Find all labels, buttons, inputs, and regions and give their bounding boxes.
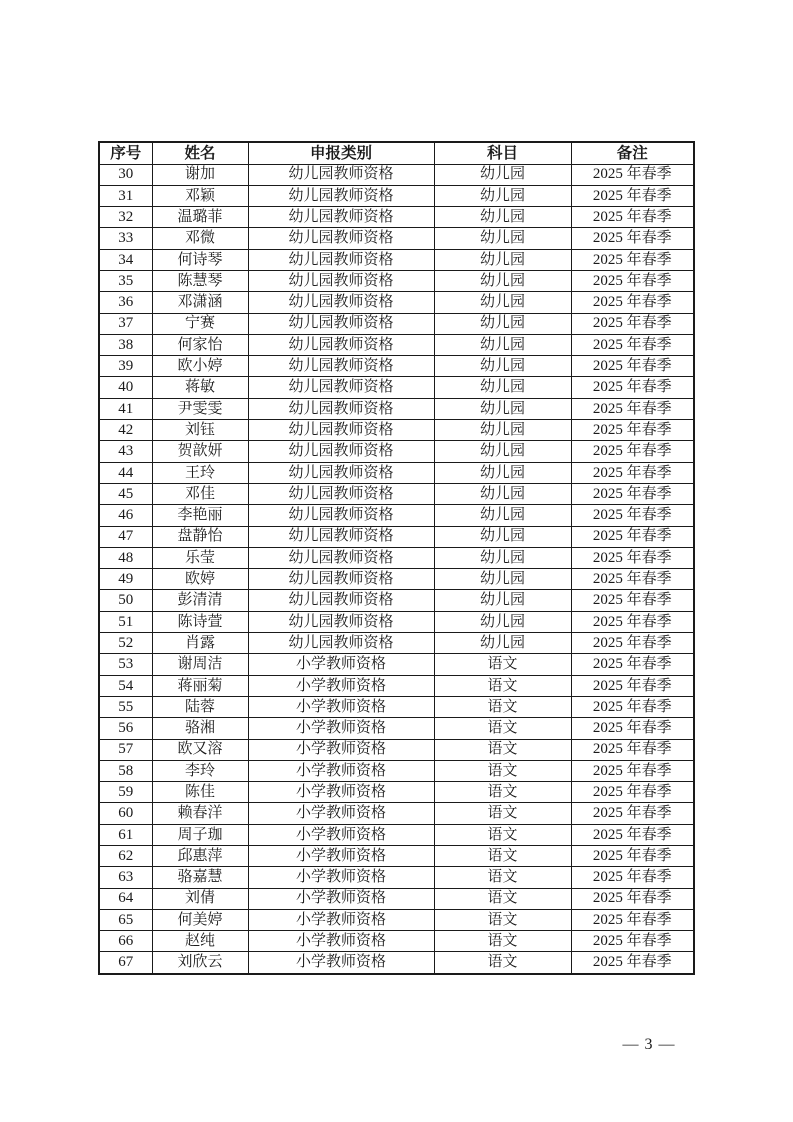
- table-cell: 幼儿园教师资格: [248, 185, 434, 206]
- table-row: [99, 654, 694, 675]
- table-body: [99, 164, 694, 974]
- table-cell: 2025 年春季: [571, 270, 694, 291]
- table-cell: 幼儿园: [434, 611, 571, 632]
- table-cell: 37: [99, 313, 152, 334]
- table-cell: 幼儿园: [434, 398, 571, 419]
- table-cell: 40: [99, 377, 152, 398]
- table-cell: 2025 年春季: [571, 782, 694, 803]
- table-row: [99, 760, 694, 781]
- table-cell: 小学教师资格: [248, 867, 434, 888]
- table-cell: 李艳丽: [152, 505, 248, 526]
- table-cell: 幼儿园: [434, 526, 571, 547]
- table-cell: 语文: [434, 846, 571, 867]
- table-cell: 邓微: [152, 228, 248, 249]
- table-row: [99, 334, 694, 355]
- table-cell: 49: [99, 569, 152, 590]
- table-row: [99, 952, 694, 974]
- table-cell: 44: [99, 462, 152, 483]
- table-cell: 温璐菲: [152, 207, 248, 228]
- table-cell: 幼儿园教师资格: [248, 398, 434, 419]
- table-cell: 语文: [434, 696, 571, 717]
- table-cell: 61: [99, 824, 152, 845]
- table-row: [99, 505, 694, 526]
- table-cell: 幼儿园: [434, 590, 571, 611]
- table-cell: 何诗琴: [152, 249, 248, 270]
- table-cell: 34: [99, 249, 152, 270]
- table-cell: 尹雯雯: [152, 398, 248, 419]
- table-cell: 小学教师资格: [248, 888, 434, 909]
- table-cell: 语文: [434, 888, 571, 909]
- table-row: [99, 420, 694, 441]
- table-cell: 语文: [434, 931, 571, 952]
- table-cell: 42: [99, 420, 152, 441]
- table-cell: 2025 年春季: [571, 207, 694, 228]
- table-cell: 48: [99, 547, 152, 568]
- table-cell: 幼儿园教师资格: [248, 526, 434, 547]
- table-cell: 2025 年春季: [571, 611, 694, 632]
- table-row: [99, 249, 694, 270]
- table-cell: 32: [99, 207, 152, 228]
- table-cell: 小学教师资格: [248, 654, 434, 675]
- table-cell: 2025 年春季: [571, 398, 694, 419]
- table-cell: 邓佳: [152, 483, 248, 504]
- table-row: [99, 782, 694, 803]
- table-cell: 刘欣云: [152, 952, 248, 974]
- table-cell: 66: [99, 931, 152, 952]
- table-cell: 幼儿园: [434, 441, 571, 462]
- table-cell: 2025 年春季: [571, 909, 694, 930]
- table-cell: 46: [99, 505, 152, 526]
- table-cell: 幼儿园: [434, 228, 571, 249]
- table-cell: 彭清清: [152, 590, 248, 611]
- table-row: [99, 739, 694, 760]
- table-cell: 64: [99, 888, 152, 909]
- table-cell: 小学教师资格: [248, 696, 434, 717]
- table-cell: 幼儿园: [434, 356, 571, 377]
- table-row: [99, 483, 694, 504]
- table-cell: 幼儿园: [434, 292, 571, 313]
- table-row: [99, 164, 694, 185]
- table-row: [99, 909, 694, 930]
- table-cell: 幼儿园教师资格: [248, 249, 434, 270]
- table-row: [99, 398, 694, 419]
- table-cell: 语文: [434, 760, 571, 781]
- table-cell: 小学教师资格: [248, 718, 434, 739]
- table-row: [99, 590, 694, 611]
- table-cell: 2025 年春季: [571, 505, 694, 526]
- table-cell: 45: [99, 483, 152, 504]
- table-cell: 59: [99, 782, 152, 803]
- table-cell: 36: [99, 292, 152, 313]
- table-cell: 幼儿园教师资格: [248, 611, 434, 632]
- table-cell: 41: [99, 398, 152, 419]
- col-header-remark: 备注: [571, 142, 694, 164]
- table-cell: 幼儿园教师资格: [248, 356, 434, 377]
- table-cell: 51: [99, 611, 152, 632]
- table-row: [99, 462, 694, 483]
- table-row: [99, 931, 694, 952]
- table-cell: 幼儿园教师资格: [248, 292, 434, 313]
- table-cell: 欧又溶: [152, 739, 248, 760]
- table-cell: 2025 年春季: [571, 441, 694, 462]
- table-cell: 幼儿园教师资格: [248, 377, 434, 398]
- table-row: [99, 526, 694, 547]
- table-cell: 刘倩: [152, 888, 248, 909]
- table-cell: 何美婷: [152, 909, 248, 930]
- table-cell: 小学教师资格: [248, 675, 434, 696]
- table-cell: 幼儿园: [434, 547, 571, 568]
- table-cell: 幼儿园: [434, 164, 571, 185]
- table-row: [99, 356, 694, 377]
- table-row: [99, 718, 694, 739]
- table-cell: 幼儿园: [434, 483, 571, 504]
- table-row: [99, 377, 694, 398]
- table-cell: 幼儿园教师资格: [248, 505, 434, 526]
- table-cell: 2025 年春季: [571, 547, 694, 568]
- table-cell: 2025 年春季: [571, 249, 694, 270]
- table-cell: 谢加: [152, 164, 248, 185]
- table-cell: 小学教师资格: [248, 803, 434, 824]
- col-header-name: 姓名: [152, 142, 248, 164]
- table-cell: 邓潇涵: [152, 292, 248, 313]
- table-cell: 幼儿园教师资格: [248, 270, 434, 291]
- table-cell: 幼儿园教师资格: [248, 313, 434, 334]
- table-cell: 幼儿园教师资格: [248, 441, 434, 462]
- table-cell: 肖露: [152, 633, 248, 654]
- table-cell: 谢周洁: [152, 654, 248, 675]
- table-cell: 语文: [434, 675, 571, 696]
- table-cell: 67: [99, 952, 152, 974]
- table-cell: 赵纯: [152, 931, 248, 952]
- table-cell: 李玲: [152, 760, 248, 781]
- table-cell: 62: [99, 846, 152, 867]
- table-cell: 2025 年春季: [571, 888, 694, 909]
- table-cell: 幼儿园教师资格: [248, 547, 434, 568]
- table-cell: 幼儿园教师资格: [248, 334, 434, 355]
- table-cell: 蒋敏: [152, 377, 248, 398]
- table-cell: 54: [99, 675, 152, 696]
- table-cell: 58: [99, 760, 152, 781]
- table-cell: 语文: [434, 782, 571, 803]
- table-cell: 2025 年春季: [571, 931, 694, 952]
- table-cell: 2025 年春季: [571, 675, 694, 696]
- table-cell: 60: [99, 803, 152, 824]
- table-cell: 2025 年春季: [571, 696, 694, 717]
- table-cell: 幼儿园: [434, 505, 571, 526]
- table-cell: 陈慧琴: [152, 270, 248, 291]
- table-header-row: [99, 142, 694, 164]
- table-row: [99, 824, 694, 845]
- table-cell: 2025 年春季: [571, 377, 694, 398]
- table-cell: 小学教师资格: [248, 760, 434, 781]
- table-cell: 幼儿园: [434, 633, 571, 654]
- table-cell: 2025 年春季: [571, 824, 694, 845]
- table-cell: 57: [99, 739, 152, 760]
- table-row: [99, 696, 694, 717]
- table-cell: 2025 年春季: [571, 803, 694, 824]
- table-cell: 2025 年春季: [571, 334, 694, 355]
- table-cell: 2025 年春季: [571, 569, 694, 590]
- table-cell: 30: [99, 164, 152, 185]
- table-cell: 幼儿园: [434, 377, 571, 398]
- table-cell: 2025 年春季: [571, 228, 694, 249]
- table-cell: 2025 年春季: [571, 420, 694, 441]
- table-cell: 2025 年春季: [571, 483, 694, 504]
- table-row: [99, 441, 694, 462]
- table-cell: 小学教师资格: [248, 909, 434, 930]
- table-cell: 语文: [434, 803, 571, 824]
- table-row: [99, 228, 694, 249]
- table-cell: 骆嘉慧: [152, 867, 248, 888]
- table-cell: 幼儿园教师资格: [248, 633, 434, 654]
- table-cell: 小学教师资格: [248, 739, 434, 760]
- table-cell: 幼儿园: [434, 249, 571, 270]
- table-row: [99, 270, 694, 291]
- table-cell: 王玲: [152, 462, 248, 483]
- table-cell: 65: [99, 909, 152, 930]
- table-cell: 小学教师资格: [248, 952, 434, 974]
- table-cell: 幼儿园: [434, 420, 571, 441]
- table-row: [99, 675, 694, 696]
- table-cell: 幼儿园教师资格: [248, 207, 434, 228]
- table-cell: 小学教师资格: [248, 782, 434, 803]
- table-cell: 刘钰: [152, 420, 248, 441]
- table-cell: 幼儿园: [434, 334, 571, 355]
- table-cell: 38: [99, 334, 152, 355]
- table-cell: 欧婷: [152, 569, 248, 590]
- table-cell: 2025 年春季: [571, 633, 694, 654]
- table-cell: 幼儿园教师资格: [248, 462, 434, 483]
- table-cell: 幼儿园教师资格: [248, 483, 434, 504]
- table-row: [99, 185, 694, 206]
- table-cell: 2025 年春季: [571, 164, 694, 185]
- table-cell: 语文: [434, 824, 571, 845]
- table-cell: 欧小婷: [152, 356, 248, 377]
- table-cell: 幼儿园: [434, 313, 571, 334]
- table-cell: 2025 年春季: [571, 313, 694, 334]
- table-row: [99, 846, 694, 867]
- table-cell: 幼儿园教师资格: [248, 228, 434, 249]
- table-cell: 何家怡: [152, 334, 248, 355]
- table-row: [99, 803, 694, 824]
- table-row: [99, 569, 694, 590]
- table-cell: 邱惠萍: [152, 846, 248, 867]
- table-row: [99, 207, 694, 228]
- table-cell: 31: [99, 185, 152, 206]
- table-row: [99, 888, 694, 909]
- table-cell: 幼儿园: [434, 185, 571, 206]
- table-cell: 小学教师资格: [248, 846, 434, 867]
- table-cell: 贺歆妍: [152, 441, 248, 462]
- table-cell: 幼儿园教师资格: [248, 420, 434, 441]
- table-cell: 语文: [434, 867, 571, 888]
- table-cell: 52: [99, 633, 152, 654]
- table-cell: 2025 年春季: [571, 462, 694, 483]
- table-cell: 幼儿园: [434, 462, 571, 483]
- col-header-category: 申报类别: [248, 142, 434, 164]
- table-cell: 陈佳: [152, 782, 248, 803]
- table-row: [99, 611, 694, 632]
- table-cell: 2025 年春季: [571, 654, 694, 675]
- table-cell: 周子珈: [152, 824, 248, 845]
- table-cell: 53: [99, 654, 152, 675]
- applicant-table: [98, 141, 695, 975]
- table-cell: 2025 年春季: [571, 760, 694, 781]
- table-cell: 幼儿园: [434, 569, 571, 590]
- table-cell: 盘静怡: [152, 526, 248, 547]
- table-cell: 63: [99, 867, 152, 888]
- table-cell: 蒋丽菊: [152, 675, 248, 696]
- table-cell: 2025 年春季: [571, 739, 694, 760]
- table-cell: 2025 年春季: [571, 867, 694, 888]
- table-row: [99, 313, 694, 334]
- table-cell: 幼儿园教师资格: [248, 590, 434, 611]
- table-cell: 2025 年春季: [571, 718, 694, 739]
- table-cell: 2025 年春季: [571, 590, 694, 611]
- table-cell: 33: [99, 228, 152, 249]
- table-cell: 赖春洋: [152, 803, 248, 824]
- table-cell: 幼儿园: [434, 207, 571, 228]
- table-cell: 2025 年春季: [571, 185, 694, 206]
- table-cell: 43: [99, 441, 152, 462]
- table-cell: 2025 年春季: [571, 356, 694, 377]
- table-cell: 2025 年春季: [571, 952, 694, 974]
- col-header-index: 序号: [99, 142, 152, 164]
- table-cell: 47: [99, 526, 152, 547]
- table-cell: 幼儿园教师资格: [248, 569, 434, 590]
- table-cell: 小学教师资格: [248, 931, 434, 952]
- table-cell: 语文: [434, 909, 571, 930]
- table-cell: 2025 年春季: [571, 526, 694, 547]
- table-cell: 39: [99, 356, 152, 377]
- table-cell: 幼儿园教师资格: [248, 164, 434, 185]
- table-cell: 语文: [434, 654, 571, 675]
- table-cell: 陆蓉: [152, 696, 248, 717]
- table-cell: 陈诗萱: [152, 611, 248, 632]
- table-cell: 2025 年春季: [571, 846, 694, 867]
- table-cell: 35: [99, 270, 152, 291]
- table-cell: 50: [99, 590, 152, 611]
- table-cell: 骆湘: [152, 718, 248, 739]
- table-cell: 幼儿园: [434, 270, 571, 291]
- col-header-subject: 科目: [434, 142, 571, 164]
- table-cell: 语文: [434, 952, 571, 974]
- table-row: [99, 867, 694, 888]
- table-cell: 宁赛: [152, 313, 248, 334]
- table-row: [99, 547, 694, 568]
- table-cell: 小学教师资格: [248, 824, 434, 845]
- table-cell: 56: [99, 718, 152, 739]
- table-row: [99, 292, 694, 313]
- table-cell: 语文: [434, 739, 571, 760]
- table-row: [99, 633, 694, 654]
- page-number: — 3 —: [622, 1036, 676, 1053]
- table-cell: 2025 年春季: [571, 292, 694, 313]
- table-cell: 55: [99, 696, 152, 717]
- table-cell: 语文: [434, 718, 571, 739]
- table-cell: 邓颖: [152, 185, 248, 206]
- table-cell: 乐莹: [152, 547, 248, 568]
